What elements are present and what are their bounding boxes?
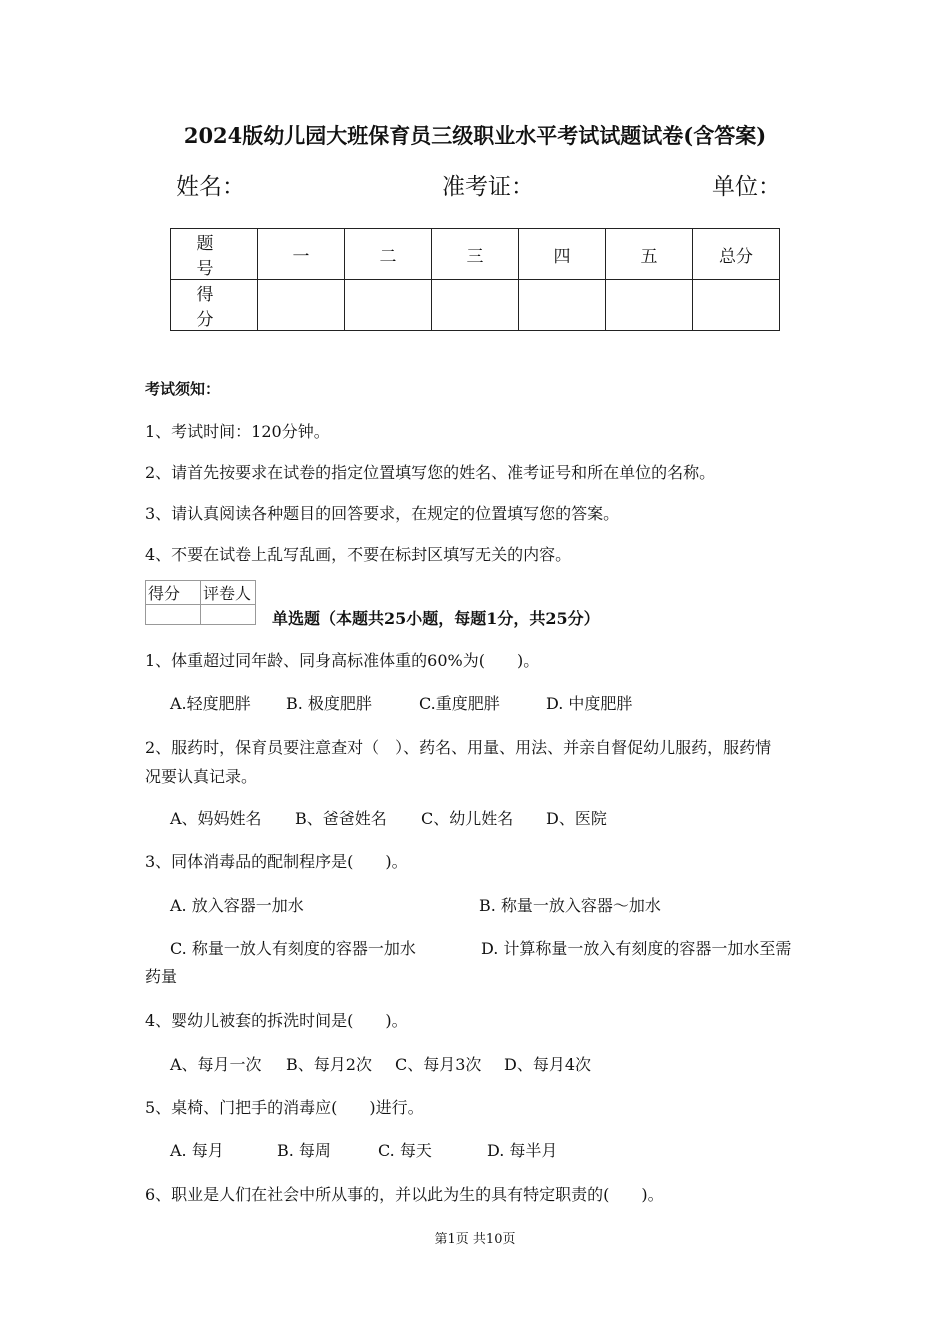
notice-item: 4、不要在试卷上乱写乱画，不要在标封区填写无关的内容。 — [145, 545, 572, 564]
option-d[interactable]: D、每月4次 — [504, 1055, 592, 1074]
score-table-header-cell: 五 — [606, 229, 693, 280]
question-stem: 2、服药时，保育员要注意查对（ ）、药名、用量、用法、并亲自督促幼儿服药，服药情 — [145, 738, 772, 757]
option-b[interactable]: B. 称量一放入容器～加水 — [479, 896, 661, 915]
score-cell[interactable] — [606, 280, 693, 331]
option-d[interactable]: D. 中度肥胖 — [546, 694, 633, 713]
score-cell[interactable] — [519, 280, 606, 331]
grader-name-label: 评卷人 — [201, 581, 256, 605]
option-c[interactable]: C、每月3次 — [395, 1055, 482, 1074]
score-table-header-cell: 题 号 — [171, 229, 258, 280]
score-table-header-row — [171, 229, 780, 280]
grader-name-cell[interactable] — [201, 605, 256, 625]
question-stem: 4、婴幼儿被套的拆洗时间是( )。 — [145, 1011, 408, 1030]
option-c[interactable]: C.重度肥胖 — [419, 694, 500, 713]
score-cell[interactable] — [432, 280, 519, 331]
grader-box — [145, 580, 256, 625]
section-heading: 单选题（本题共25小题，每题1分，共25分） — [272, 609, 600, 628]
question-stem: 6、职业是人们在社会中所从事的，并以此为生的具有特定职责的( )。 — [145, 1185, 664, 1204]
page-footer: 第1页 共10页 — [434, 1232, 516, 1247]
name-field-label: 姓名： — [176, 174, 245, 200]
option-c[interactable]: C. 每天 — [378, 1141, 432, 1160]
option-a[interactable]: A. 每月 — [170, 1141, 224, 1160]
option-d[interactable]: D、医院 — [546, 809, 607, 828]
option-c[interactable]: C. 称量一放人有刻度的容器一加水 — [170, 939, 416, 958]
option-b[interactable]: B. 极度肥胖 — [286, 694, 372, 713]
question-stem: 5、桌椅、门把手的消毒应( )进行。 — [145, 1098, 424, 1117]
score-cell[interactable] — [345, 280, 432, 331]
grader-score-label: 得分 — [146, 581, 201, 605]
option-c[interactable]: C、幼儿姓名 — [421, 809, 514, 828]
score-cell[interactable] — [258, 280, 345, 331]
exam-number-field-label: 准考证： — [442, 174, 534, 200]
grader-score-cell[interactable] — [146, 605, 201, 625]
question-stem-continued: 况要认真记录。 — [145, 767, 258, 786]
unit-field-label: 单位： — [712, 174, 781, 200]
option-b[interactable]: B、爸爸姓名 — [295, 809, 387, 828]
score-table — [170, 228, 780, 331]
option-d-continued: 药量 — [145, 967, 178, 986]
option-a[interactable]: A、妈妈姓名 — [170, 809, 262, 828]
notice-heading: 考试须知： — [145, 380, 221, 398]
question-stem: 1、体重超过同年龄、同身高标准体重的60%为( )。 — [145, 651, 540, 670]
page-title: 2024版幼儿园大班保育员三级职业水平考试试题试卷(含答案) — [183, 123, 767, 148]
score-table-score-row — [171, 280, 780, 331]
option-b[interactable]: B、每月2次 — [286, 1055, 372, 1074]
score-table-header-cell: 总分 — [693, 229, 780, 280]
notice-item: 1、考试时间：120分钟。 — [145, 422, 330, 441]
score-table-header-cell: 二 — [345, 229, 432, 280]
option-a[interactable]: A.轻度肥胖 — [170, 694, 251, 713]
score-table-header-cell: 三 — [432, 229, 519, 280]
question-stem: 3、同体消毒品的配制程序是( )。 — [145, 852, 408, 871]
option-d[interactable]: D. 计算称量一放入有刻度的容器一加水至需 — [481, 939, 792, 958]
score-table-header-cell: 一 — [258, 229, 345, 280]
option-d[interactable]: D. 每半月 — [487, 1141, 558, 1160]
notice-item: 3、请认真阅读各种题目的回答要求，在规定的位置填写您的答案。 — [145, 504, 620, 523]
score-table-header-cell: 四 — [519, 229, 606, 280]
option-a[interactable]: A. 放入容器一加水 — [170, 896, 304, 915]
notice-item: 2、请首先按要求在试卷的指定位置填写您的姓名、准考证号和所在单位的名称。 — [145, 463, 716, 482]
score-row-label: 得 分 — [171, 280, 258, 331]
score-cell[interactable] — [693, 280, 780, 331]
option-b[interactable]: B. 每周 — [277, 1141, 331, 1160]
option-a[interactable]: A、每月一次 — [170, 1055, 262, 1074]
